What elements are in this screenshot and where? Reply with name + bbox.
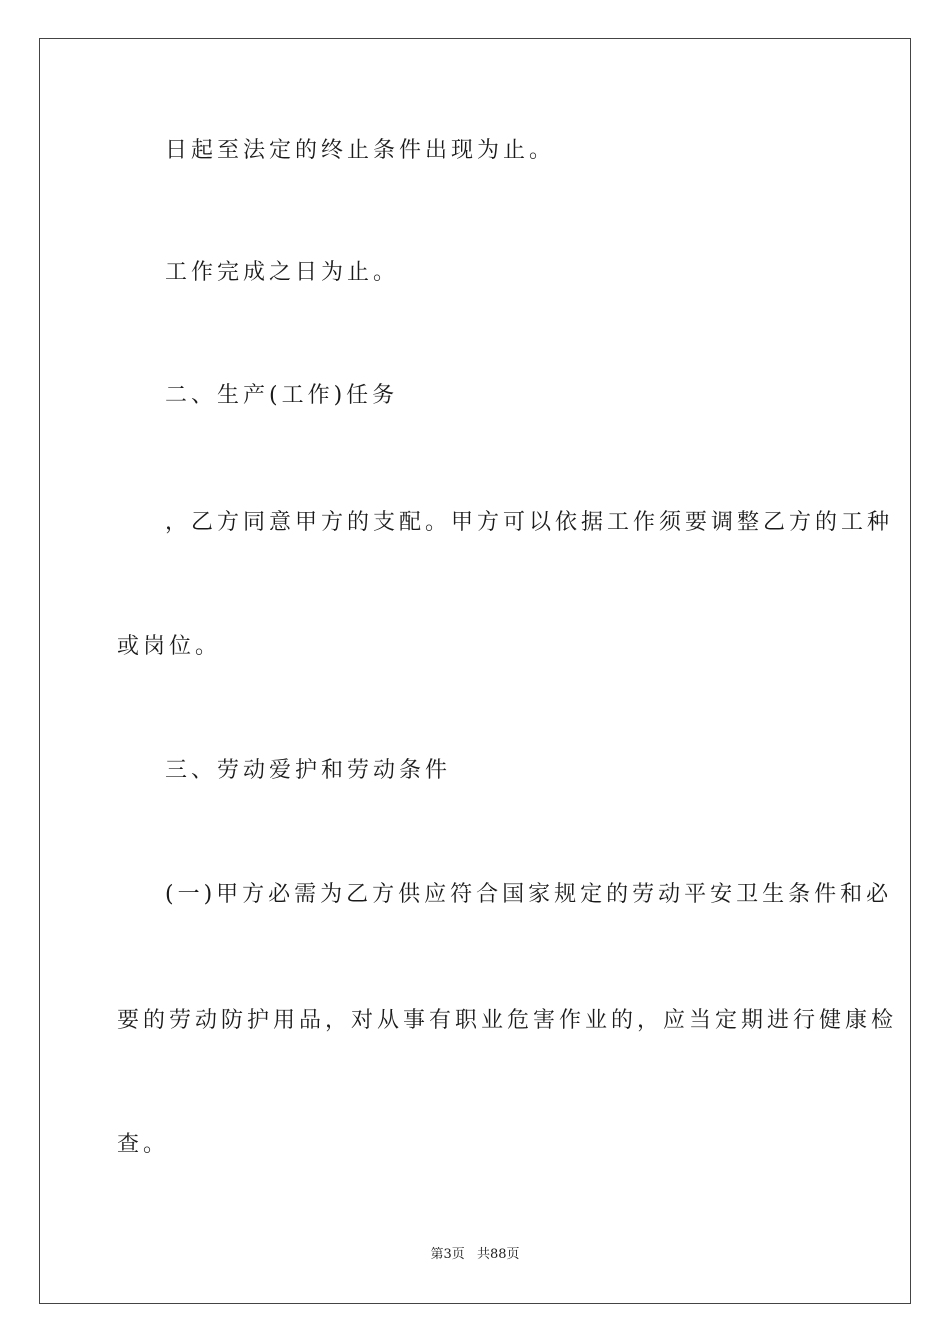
text-line-8: 要的劳动防护用品，对从事有职业危害作业的，应当定期进行健康检 [117, 1008, 898, 1033]
text-line-1: 日起至法定的终止条件出现为止。 [165, 138, 556, 163]
page-frame [39, 38, 911, 1304]
section-heading-3: 三、劳动爱护和劳动条件 [165, 758, 452, 783]
page-footer [0, 1245, 950, 1265]
section-heading-2: 二、生产(工作)任务 [165, 383, 399, 408]
current-page-number: 第3页 [430, 1247, 465, 1262]
total-page-count: 共88页 [476, 1247, 520, 1262]
text-line-5: 或岗位。 [117, 634, 222, 659]
text-line-9: 查。 [117, 1132, 170, 1157]
text-line-4: ，乙方同意甲方的支配。甲方可以依据工作须要调整乙方的工种 [165, 510, 894, 535]
text-line-7: (一)甲方必需为乙方供应符合国家规定的劳动平安卫生条件和必 [165, 882, 893, 907]
text-line-2: 工作完成之日为止。 [165, 260, 400, 285]
